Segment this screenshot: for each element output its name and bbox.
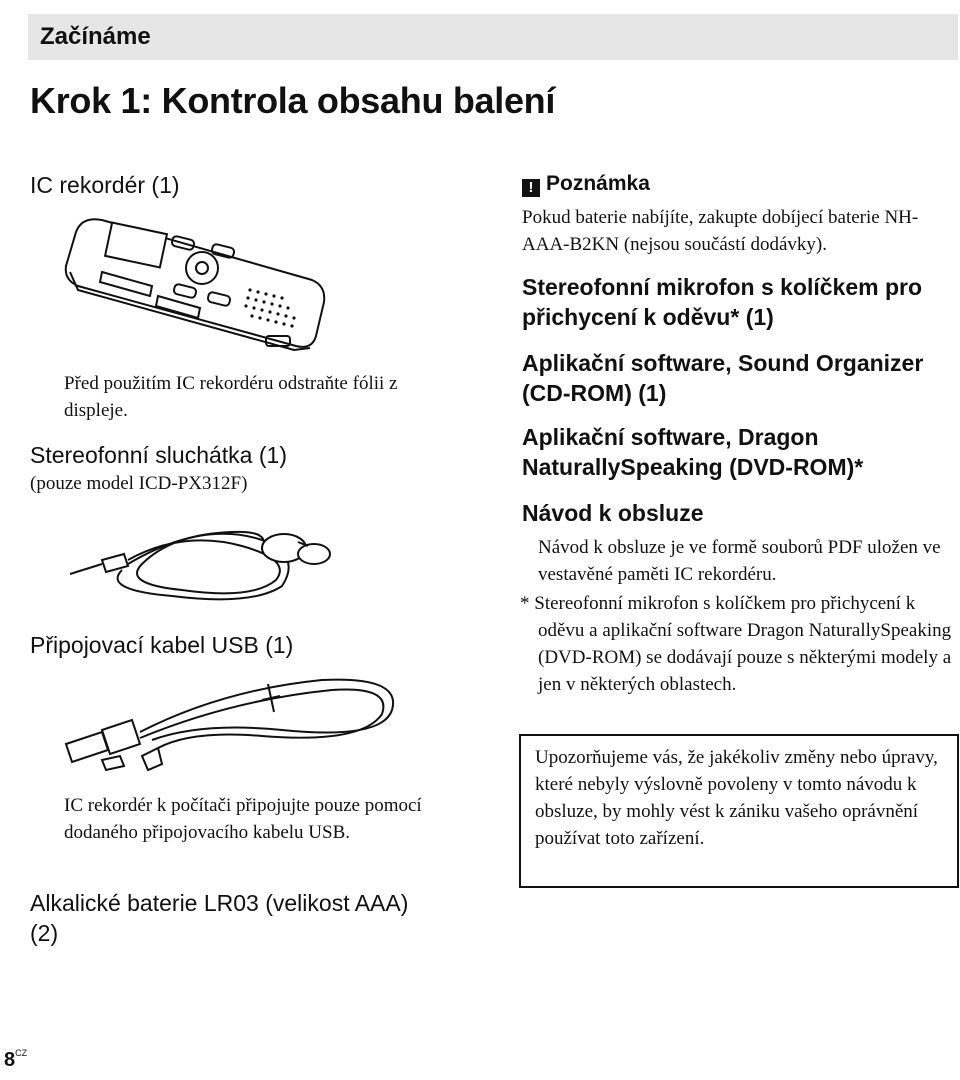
manual-text: Návod k obsluze je ve formě souborů PDF uložen ve vestavěné paměti IC rekordéru.: [538, 537, 941, 585]
note-heading: [522, 172, 650, 197]
page-number: [4, 1048, 27, 1072]
note-text: Pokud baterie nabíjíte, zakupte dobíjecí baterie NH-AAA-B2KN (nejsou součástí dodávky).: [522, 207, 919, 255]
section-title: Začínáme: [40, 23, 151, 50]
ic-recorder-illustration: [62, 210, 332, 358]
page-title: Krok 1: Kontrola obsahu balení: [30, 80, 556, 121]
headphones-heading: Stereofonní sluchátka (1): [30, 442, 287, 468]
headphones-subtext: (pouze model ICD-PX312F): [30, 473, 248, 494]
recorder-heading: IC rekordér (1): [30, 172, 180, 198]
recorder-note: Před použitím IC rekordéru odstraňte fólii z displeje.: [64, 373, 398, 421]
mic-heading: Stereofonní mikrofon s kolíčkem pro přichycení k oděvu* (1): [522, 274, 923, 330]
dragon-heading: Aplikační software, Dragon NaturallySpeaking (DVD-ROM)*: [522, 424, 864, 480]
note-title: Poznámka: [546, 172, 650, 195]
page-language: CZ: [15, 1048, 28, 1058]
section-header-bar: [28, 14, 958, 60]
headphones-illustration: [62, 510, 362, 610]
usb-note: IC rekordér k počítači připojujte pouze pomocí dodaného připojovacího kabelu USB.: [64, 795, 422, 843]
sound-organizer-heading: Aplikační software, Sound Organizer (CD-ROM) (1): [522, 350, 924, 406]
usb-cable-heading: Připojovací kabel USB (1): [30, 632, 294, 658]
footnote: * Stereofonní mikrofon s kolíčkem pro přichycení k oděvu a aplikační software Dragon NaturallySpeaking (DVD-ROM) se dodávají pouze s některými modely a jen v některých oblastech.: [520, 593, 952, 695]
manual-heading: Návod k obsluze: [522, 500, 704, 526]
batteries-heading: Alkalické baterie LR03 (velikost AAA) (2): [30, 890, 409, 946]
warning-text: Upozorňujeme vás, že jakékoliv změny nebo úpravy, které nebyly výslovně povoleny v tomto návodu k obsluze, by mohly vést k zániku vašeho oprávnění používat toto zařízení.: [535, 747, 938, 849]
note-icon: !: [522, 179, 540, 197]
usb-cable-illustration: [62, 660, 412, 780]
warning-box: [519, 734, 959, 888]
page-number-value: 8: [4, 1049, 16, 1071]
